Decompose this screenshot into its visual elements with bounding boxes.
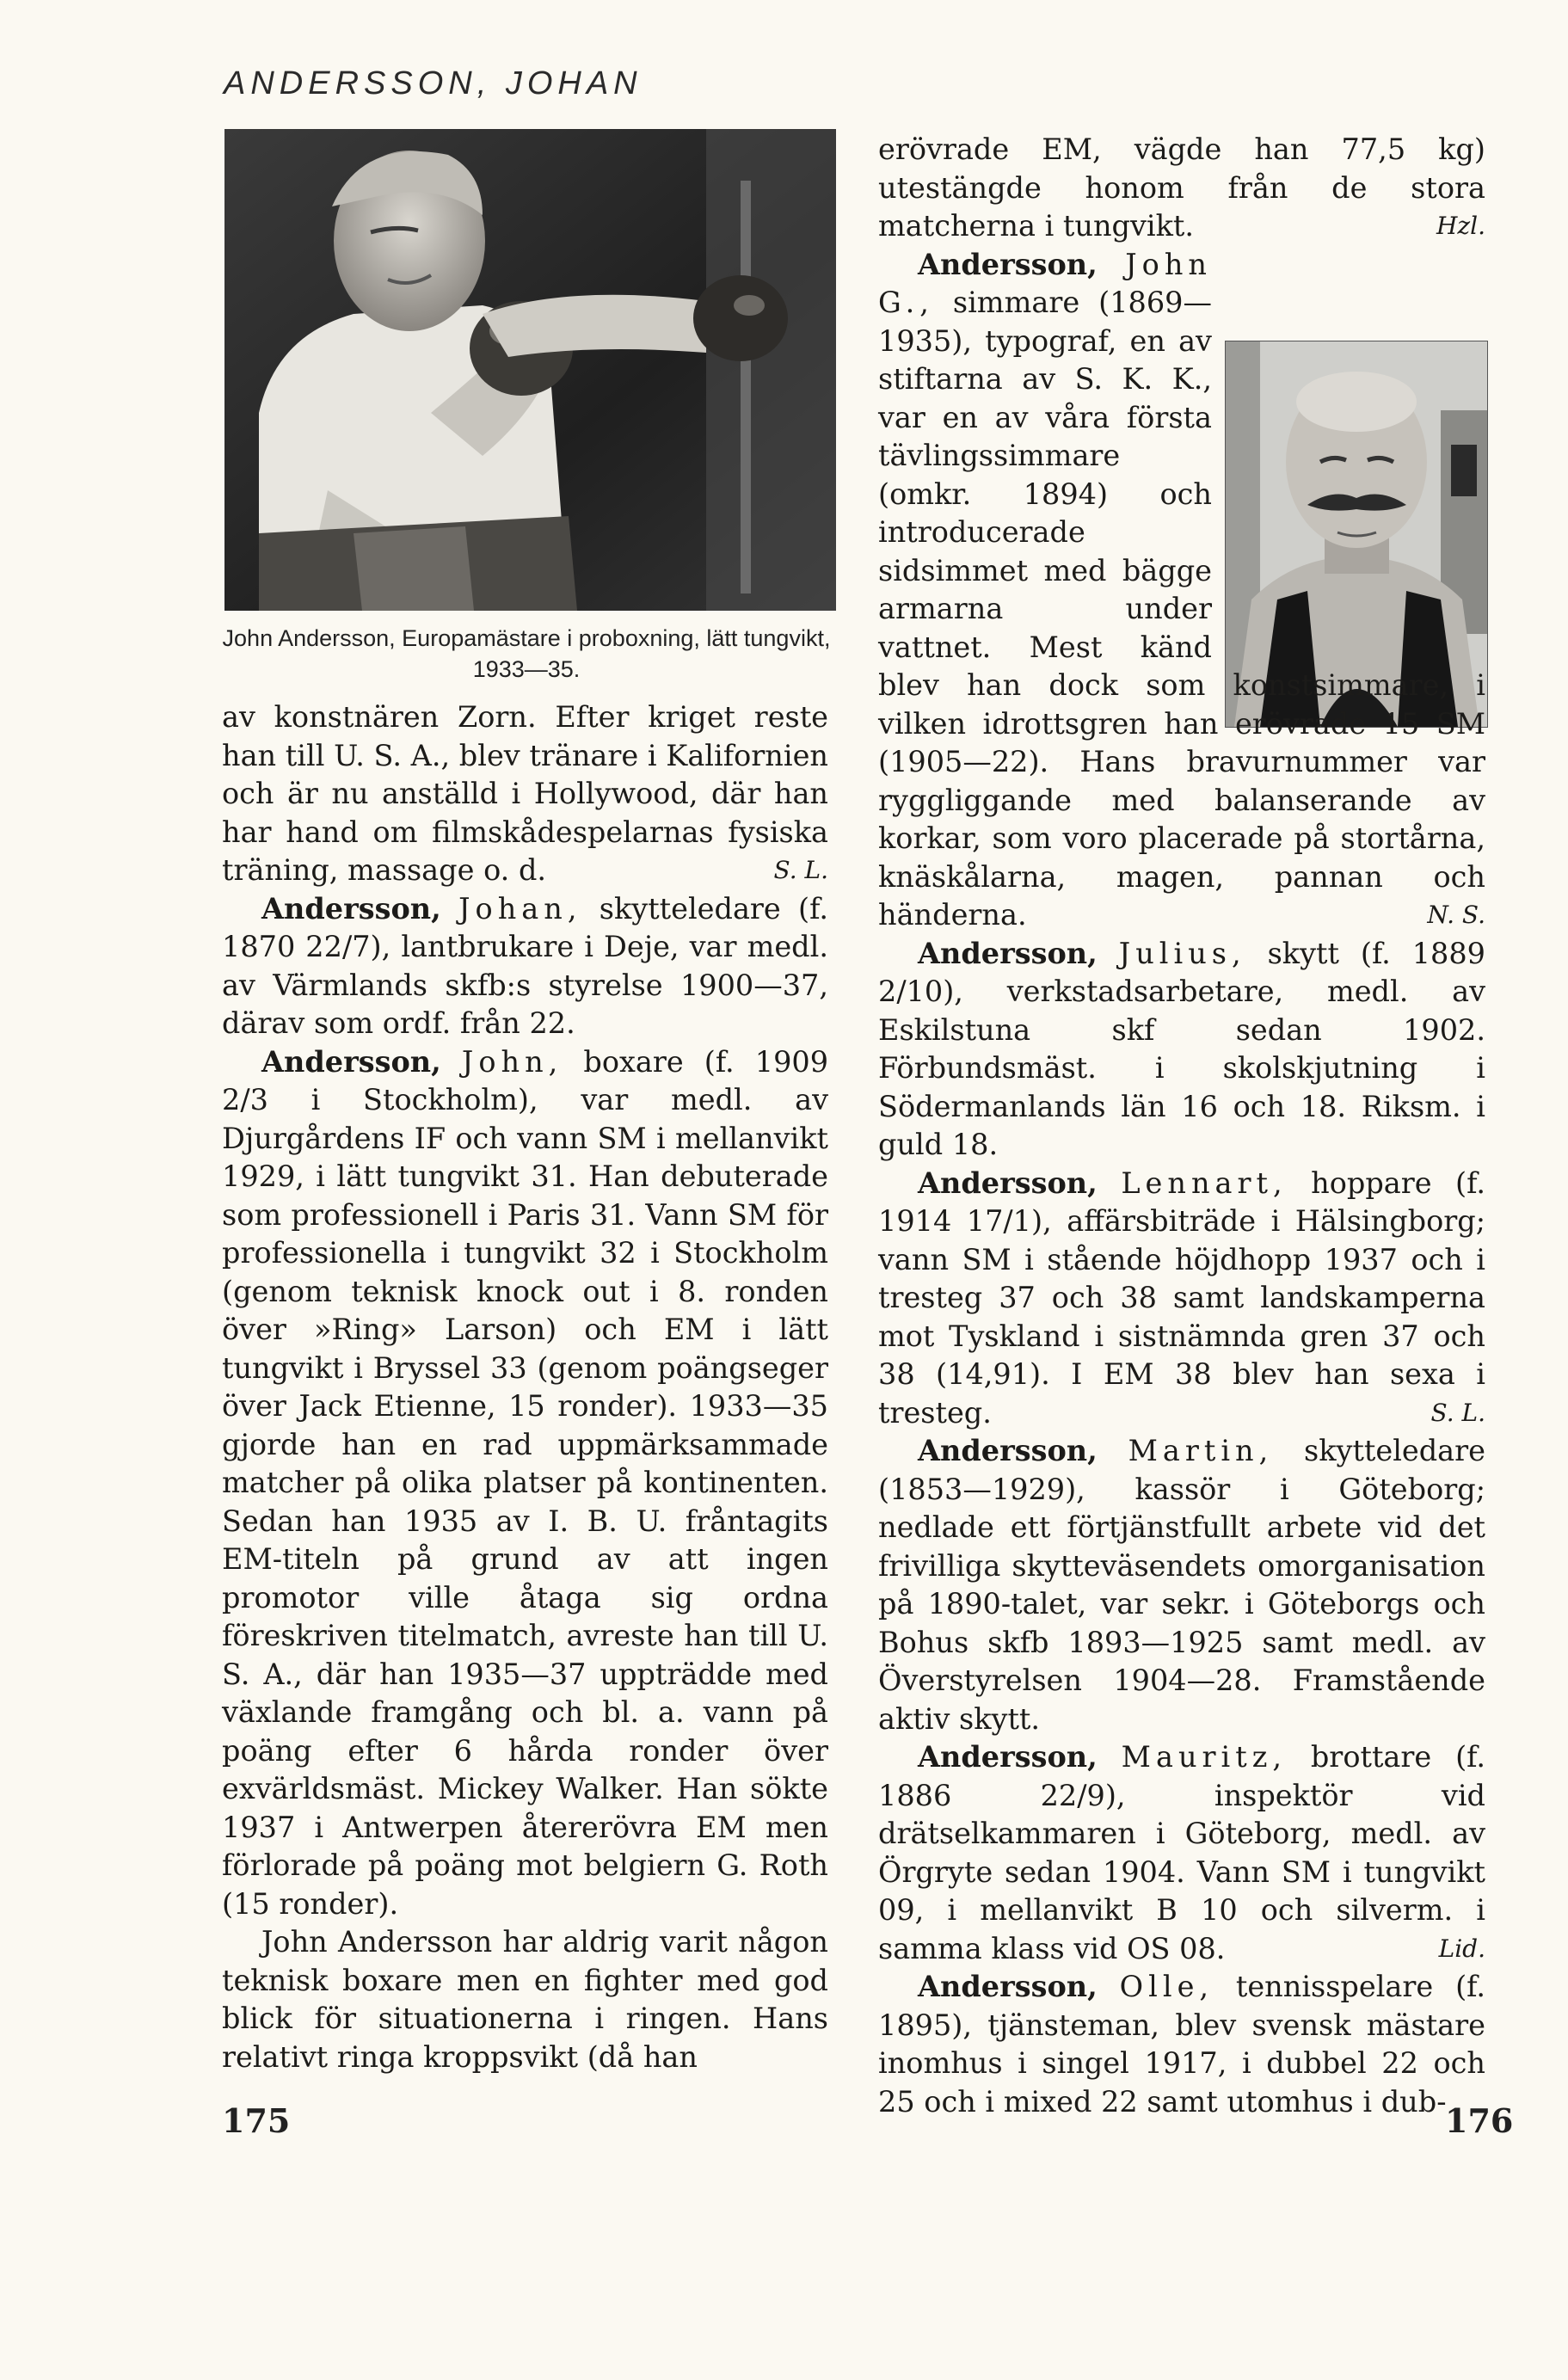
photo-wrap-space: [1212, 249, 1485, 655]
entry-text: boxare (f. 1909 2/3 i Stockholm), var medl. av Djurgårdens IF och vann SM i mellanvikt 1929, i lätt tungvikt 31. Han debuterade som professionell i Paris 31. Vann SM för professionella i tungvikt 32 i Stockholm (genom teknisk knock out i 8. ronden över »Ring» Larson) och EM i lätt tungvikt i Bryssel 33 (genom poängseger över Jack Etienne, 15 ronder). 1933—35 gjorde han en rad uppmärksammade matcher på olika platser på kontinenten. Sedan han 1935 av I. B. U. fråntagits EM-titeln på grund av att ingen promotor ville åtaga sig ordna föreskriven titelmatch, avreste han till U. S. A., där han 1935—37 uppträdde med växlande framgång och bl. a. vann på poäng efter 6 hårda ronder över exvärldsmäst. Mickey Walker. Han sökte 1937 i Antwerpen återerövra EM men förlorade på poäng mot belgiern G. Roth (15 ronder).: [222, 1044, 829, 1921]
right-continuation: [878, 131, 1485, 246]
entry-mauritz: [878, 1738, 1485, 1968]
boxer-photo-drawing: [224, 129, 836, 611]
entry-john-boxer-paragraph-2: John Andersson har aldrig varit någon teknisk boxare men en fighter med god blick för situationerna i ringen. Hans relativt ringa kroppsvikt (då han: [222, 1925, 828, 2074]
entry-lennart: [878, 1165, 1485, 1433]
right-column: [878, 131, 1485, 2121]
signature: Hzl.: [1436, 212, 1485, 240]
entry-text: tennisspelare (f. 1895), tjänsteman, blev svensk mästare inomhus i singel 1917, i dubbel 22 och 25 och i mixed 22 samt utomhus i dub-: [878, 1970, 1485, 2119]
entry-given-name: John,: [461, 1044, 563, 1079]
entry-martin: [878, 1432, 1485, 1738]
page-number-left: 175: [222, 2101, 291, 2140]
entry-surname: Andersson,: [918, 936, 1098, 970]
left-column: [222, 698, 828, 2076]
entry-text: brottare (f. 1886 22/9), inspektör vid drätselkammaren i Göteborg, medl. av Örgryte sedan 1904. Vann SM i tungvikt 09, i mellanvikt B 10 och silverm. i samma klass vid OS 08.: [878, 1740, 1485, 1965]
signature: N. S.: [1427, 901, 1485, 929]
entry-julius: [878, 935, 1485, 1165]
entry-text: skytt (f. 1889 2/10), verkstadsarbetare, medl. av Eskilstuna skf sedan 1902. Förbundsmäst. i skolskjutning i Södermanlands län 16 och 18. Riksm. i guld 18.: [878, 936, 1485, 1161]
entry-text: simmare (1869—1935), typograf, en av stiftarna av S. K. K., var en av våra första tävlingssimmare (omkr. 1894) och introducerade sidsimmet med bägge armarna under vattnet. Mest känd blev han dock som konstsimmare, i vilken idrottsgren han erövrade 15 SM (1905—22). Hans bravurnummer var ryggliggande med balanserande av korkar, som voro placerade på stortårna, knäskålarna, magen, pannan och händerna.: [878, 286, 1485, 932]
running-head: ANDERSSON, JOHAN: [224, 65, 643, 101]
photo-caption: John Andersson, Europamästare i proboxning, lätt tungvikt, 1933—35.: [222, 625, 831, 682]
left-continuation: [222, 698, 828, 890]
entry-surname: Andersson,: [918, 1434, 1098, 1467]
signature: Lid.: [1438, 1934, 1485, 1963]
entry-given-name: Julius,: [1118, 936, 1246, 970]
signature: S. L.: [773, 856, 828, 884]
entry-given-name: Mauritz,: [1121, 1740, 1288, 1774]
entry-given-name: Johan,: [458, 891, 582, 926]
entry-given-name: John G.,: [878, 247, 1212, 319]
entry-john-boxer: [222, 1043, 828, 1924]
entry-surname: Andersson,: [261, 891, 441, 926]
entry-text: hoppare (f. 1914 17/1), affärsbiträde i Hälsingborg; vann SM i stående höjdhopp 1937 och i tresteg 37 och 38 samt landskamperna mot Tyskland i sistnämnda gren 37 och 38 (14,91). I EM 38 blev han sexa i tresteg.: [878, 1165, 1485, 1430]
entry-john-g: [878, 246, 1485, 935]
page-number-right: 176: [1445, 2101, 1514, 2140]
entry-surname: Andersson,: [918, 1740, 1098, 1774]
entry-surname: Andersson,: [918, 1970, 1098, 2003]
entry-text: skytteledare (1853—1929), kassör i Göteborg; nedlade ett förtjänstfullt arbete vid det frivilliga skytteväsendets omorganisation på 1890-talet, var sekr. i Göteborgs och Bohus skfb 1893—1925 samt medl. av Överstyrelsen 1904—28. Framstående aktiv skytt.: [878, 1434, 1485, 1736]
entry-text: skytteledare (f. 1870 22/7), lantbrukare i Deje, var medl. av Värmlands skfb:s styrelse 1900—37, därav som ordf. från 22.: [222, 891, 828, 1040]
left-continuation-text: av konstnären Zorn. Efter kriget reste han till U. S. A., blev tränare i Kalifornien och är nu anställd i Hollywood, där han har hand om filmskådespelarnas fysiska träning, massage o. d.: [222, 700, 828, 887]
boxer-photo: [224, 129, 836, 611]
entry-given-name: Lennart,: [1121, 1165, 1288, 1200]
entry-given-name: Olle,: [1119, 1970, 1214, 2003]
entry-surname: Andersson,: [261, 1044, 441, 1079]
right-continuation-text: erövrade EM, vägde han 77,5 kg) utestängde honom från de stora matcherna i tungvikt.: [878, 132, 1485, 243]
entry-olle: [878, 1968, 1485, 2121]
entry-johan-1870: [222, 890, 828, 1043]
entry-given-name: Martin,: [1128, 1434, 1274, 1467]
signature: S. L.: [1430, 1398, 1485, 1427]
entry-surname: Andersson,: [918, 1165, 1098, 1200]
entry-surname: Andersson,: [918, 247, 1098, 281]
